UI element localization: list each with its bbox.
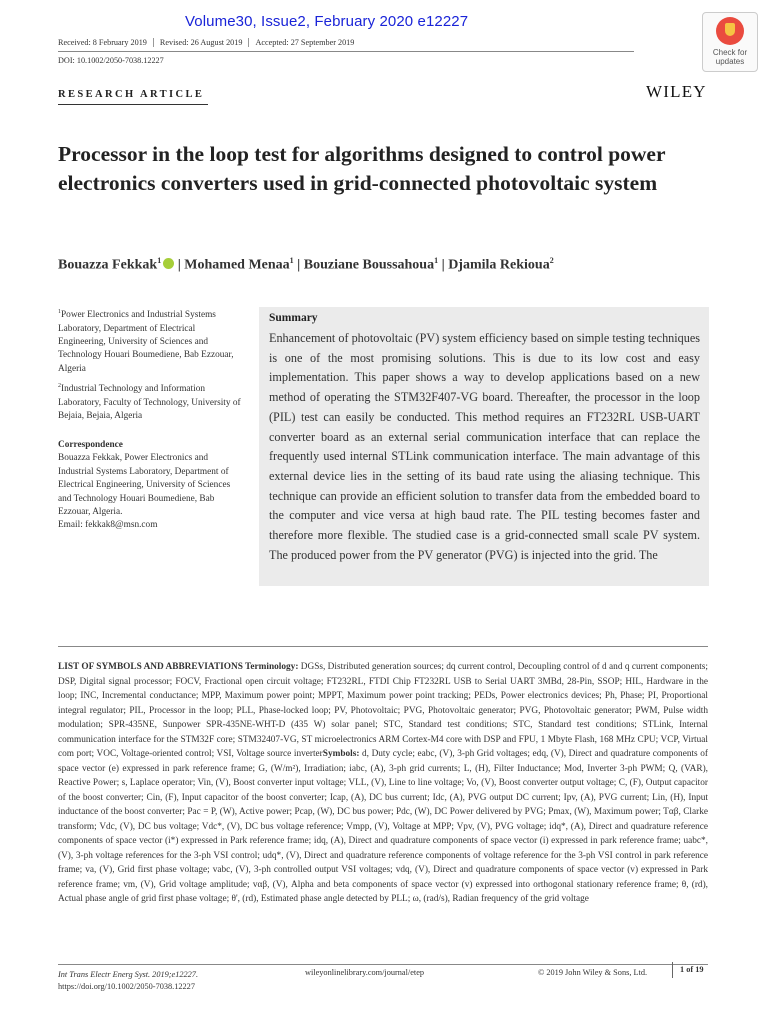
author-separator: | — [177, 257, 181, 273]
correspondence-text: Bouazza Fekkak, Power Electronics and Industrial Systems Laboratory, Department of Electrical Engineering, University of Sciences and Technology Houari Boumediene, Bab Ezzouar, Algeria. — [58, 453, 231, 518]
author-affiliation-sup: 2 — [549, 256, 554, 265]
article-dates — [58, 38, 360, 47]
article-title: Processor in the loop test for algorithms designed to control power electronics converters used in grid-connected photovoltaic system — [58, 142, 666, 195]
footer-citation — [58, 969, 198, 993]
symbols-text: d, Duty cycle; eabc, (V), 3-ph Grid voltages; edq, (V), Direct and quadrature components of space vector (e) expressed in park reference frame; G, (W/m²), Irradiation; iabc, (A), 3-ph grid currents; L, (H), Filter Inductance; Mod, Inverter 3-ph PWM; Q, (VAR), Reactive Power; s, Laplace operator; Vin, (V), Boost converter input voltage; VLL, (V), Line to line voltage; Vo, (V), Boost converter output voltage; C, (F), Output capacitor of the boost converter; Cin, (F), Input capacitor of the boost converter; Icap, (A), DC bus current; Idc, (A), PVG output DC current; Ipv, (A), PVG current; Lin, (H), Input inductance of the boost converter; Pac = P, (W), Active power; Pcap, (W), DC bus power; Pdc, (W), DC Power delivered by PVG; Pmax, (W), Maximum power; Tαβ, Clarke transform; Vdc, (V), DC bus voltage; Vdc*, (V), DC bus voltage reference; Vmpp, (V), Voltage at MPP; Vpv, (V), PVG voltage; idq*, (A), Direct and quadrature reference components of space vector (i*) expressed in Park reference frame; idq, (A), Direct and quadrature components of space vector (i) expressed in park reference frame; uabc*, (V), 3-ph voltage references for the 3-ph VSI control; udq*, (V), Direct and quadrature reference components of voltage reference for the 3-ph VSI control in park reference frame; va, (V), Grid first phase voltage; vabc, (V), 3-ph controlled output VSI voltages; vdq, (V), Direct and quadrature components of space vector (v) expressed in Park reference frame; vm, (V), Grid voltage amplitude; vαβ, (V), Alpha and beta components of space vector (v) expressed into orthogonal stationary reference frame; θ, (rd), Actual phase angle of grid first phase voltage; θ', (rd), Estimated phase angle detected by PLL; ω, (rad/s), Radian frequency of the grid voltage — [58, 749, 708, 904]
symbols-divider — [58, 646, 708, 647]
correspondence-email[interactable]: Email: fekkak8@msn.com — [58, 520, 158, 531]
affiliation-sup: 1 — [58, 309, 61, 315]
author-affiliation-sup: 1 — [157, 256, 162, 265]
affiliation-1 — [58, 306, 244, 376]
footer-copyright: © 2019 John Wiley & Sons, Ltd. — [538, 968, 648, 977]
author-name[interactable]: Bouziane Boussahoua — [303, 257, 435, 273]
received-date: Received: 8 February 2019 — [58, 38, 147, 47]
accepted-date: Accepted: 27 September 2019 — [248, 38, 360, 47]
header-divider — [58, 51, 634, 52]
author-separator: | — [297, 257, 301, 273]
author-list — [58, 256, 718, 274]
symbols-subheading: Symbols: — [322, 749, 360, 759]
footer-journal: Int Trans Electr Energ Syst. 2019;e12227. — [58, 970, 199, 979]
symbols-and-abbreviations — [58, 660, 708, 907]
author-name[interactable]: Mohamed Menaa — [184, 257, 290, 273]
page-number: 1 of 19 — [672, 962, 704, 978]
affiliation-text: Industrial Technology and Information Laboratory, Faculty of Technology, University of Bejaia, Bejaia, Algeria — [58, 384, 241, 421]
author-name[interactable]: Bouazza Fekkak — [58, 257, 158, 273]
author-separator: | — [441, 257, 445, 273]
section-underline — [58, 104, 208, 105]
summary-heading: Summary — [269, 312, 318, 324]
summary-text: Enhancement of photovoltaic (PV) system efficiency based on simple testing techniques is one of the most promising solutions. This is due to its low cost and easy implementation. This paper shows a way to develop applications based on a new method of operating the STM32F407-VG board. Thereafter, the processor in the loop (PIL) test can easily be conducted. This method requires an FT232RL USB-UART converter board as an external serial communication interface that can replace the frequently used internal STLink communication interface. The main advantage of this external device lies in the setting of its baud rate using the aliasing technique. This technique can provide an efficient solution to transfer data from the embedded board to the computer and vice versa at high baud rate. The PIL testing becomes faster and therefore more flexible. The studied case is a grid-connected small scale PV system. The produced power from the PV generator (PVG) is injected into the grid. The — [269, 331, 700, 562]
author-affiliation-sup: 1 — [434, 256, 439, 265]
footer-divider — [58, 964, 708, 965]
affiliation-sup: 2 — [58, 383, 61, 389]
check-updates-icon — [716, 17, 744, 45]
author-affiliation-sup: 1 — [289, 256, 294, 265]
section-label: RESEARCH ARTICLE — [58, 89, 205, 100]
check-for-updates-button[interactable] — [702, 12, 758, 72]
terminology-text: DGSs, Distributed generation sources; dq current control, Decoupling control of d and q current components; DSP, Digital signal processor; FOCV, Fractional open circuit voltage; FT232RL, FTDI Chip FT232RL USB to Serial UART 3MBd, 28-Pin, SSOP; HIL, Hardware in the loop; INC, Incremental conductance; MPP, Maximum power point; MPPT, Maximum power point tracking; PEDs, Power electronics devices; Ph, Phase; PI, Proportional integral regulator; PIL, Processor in the loop; PLL, Phase-locked loop; PV, Photovoltaic; PVG, Photovoltaic generator; PVG, Photovoltaic generator; PWM, Pulse width modulation; SPR-435NE, Sunpower SPR-435NE-WHT-D (435 W) solar panel; STC, Standard test conditions; STC, Standard test conditions; STLink, Internal communication interface for the STM32F core; STM32407-VG, ST microelectronics ARM Cortex-M4 core with DSP and FPU, 1 Mbyte Flash, 168 MHz CPU; VCP, Virtual com port; VOC, Voltage-oriented control; VSI, Voltage source inverter — [58, 662, 708, 759]
doi: DOI: 10.1002/2050-7038.12227 — [58, 56, 164, 65]
footer-doi-link[interactable]: https://doi.org/10.1002/2050-7038.12227 — [58, 982, 195, 991]
check-updates-label: Check for updates — [712, 48, 748, 66]
affiliation-text: Power Electronics and Industrial Systems Laboratory, Department of Electrical Engineering, University of Sciences and Technology Houari Boumediene, Bab Ezzouar, Algeria — [58, 310, 234, 374]
orcid-icon[interactable] — [163, 258, 174, 269]
volume-issue-line: Volume30, Issue2, February 2020 e12227 — [185, 13, 469, 30]
author-name[interactable]: Djamila Rekioua — [448, 257, 550, 273]
publisher-logo: WILEY — [646, 82, 707, 101]
correspondence-block — [58, 439, 244, 533]
affiliation-2 — [58, 380, 244, 423]
revised-date: Revised: 26 August 2019 — [153, 38, 249, 47]
correspondence-heading: Correspondence — [58, 440, 123, 450]
footer-site-link[interactable]: wileyonlinelibrary.com/journal/etep — [305, 968, 425, 977]
symbols-heading: LIST OF SYMBOLS AND ABBREVIATIONS Terminology: — [58, 662, 299, 672]
